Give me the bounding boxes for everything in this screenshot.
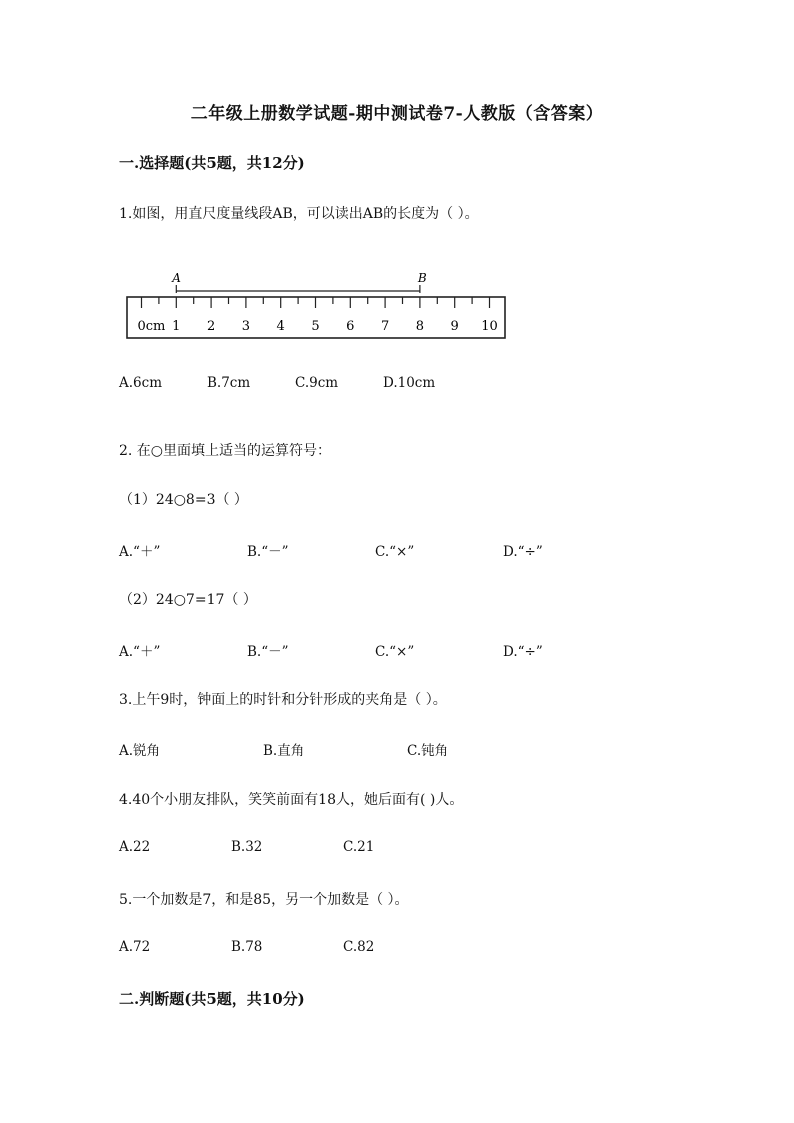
ruler-tick-label: 4 xyxy=(276,319,285,334)
option-a[interactable]: A.6cm xyxy=(119,375,162,391)
option-b[interactable]: B.“－” xyxy=(247,644,289,660)
section-heading-judge: 二.判断题(共5题，共10分) xyxy=(119,990,305,1008)
option-c[interactable]: C.钝角 xyxy=(407,743,449,759)
question-2-sub-1: （1）24○8=3（ ） xyxy=(119,492,248,508)
ruler-tick-label: 7 xyxy=(380,319,390,334)
option-d[interactable]: D.10cm xyxy=(383,375,436,391)
segment-ab xyxy=(176,285,420,293)
ruler-tick-label: 1 xyxy=(172,319,181,334)
option-a[interactable]: A.22 xyxy=(119,839,151,855)
question-4-options xyxy=(119,839,374,855)
option-a[interactable]: A.“＋” xyxy=(119,544,161,560)
question-3-options xyxy=(119,739,448,759)
ruler-tick-label: 10 xyxy=(481,319,498,334)
option-d[interactable]: D.“÷” xyxy=(503,644,543,660)
ruler-tick-label: 2 xyxy=(206,319,216,334)
ruler-tick-label: 3 xyxy=(241,319,251,334)
ruler-tick-label: 5 xyxy=(311,319,320,334)
option-c[interactable]: C.9cm xyxy=(295,375,339,391)
question-2-sub-1-options xyxy=(119,540,543,560)
ruler-tick-label: 9 xyxy=(450,319,459,334)
option-a[interactable]: A.“＋” xyxy=(119,644,161,660)
option-b[interactable]: B.7cm xyxy=(207,375,251,391)
point-a-label: A xyxy=(172,271,181,285)
question-2-sub-2-options xyxy=(119,640,543,660)
option-c[interactable]: C.21 xyxy=(343,839,375,855)
question-1-options xyxy=(119,375,435,391)
option-a[interactable]: A.锐角 xyxy=(119,743,161,759)
option-b[interactable]: B.“－” xyxy=(247,544,289,560)
ruler-tick-label: 6 xyxy=(346,319,355,334)
question-5-text: 5.一个加数是7，和是85，另一个加数是（ ）。 xyxy=(119,892,409,908)
option-b[interactable]: B.直角 xyxy=(263,743,305,759)
page-title: 二年级上册数学试题-期中测试卷7-人教版（含答案） xyxy=(190,104,604,124)
option-b[interactable]: B.32 xyxy=(231,839,263,855)
question-4-text: 4.40个小朋友排队，笑笑前面有18人，她后面有( )人。 xyxy=(119,792,464,808)
option-c[interactable]: C.“×” xyxy=(375,644,415,660)
point-b-label: B xyxy=(417,271,427,285)
ruler-figure xyxy=(124,266,508,342)
question-5-options xyxy=(119,939,374,955)
option-a[interactable]: A.72 xyxy=(119,939,151,955)
option-d[interactable]: D.“÷” xyxy=(503,544,543,560)
section-heading-choice: 一.选择题(共5题，共12分) xyxy=(119,154,305,172)
question-1-text: 1.如图，用直尺度量线段AB，可以读出AB的长度为（ ）。 xyxy=(119,206,479,222)
ruler-tick-label: 0cm xyxy=(137,319,166,334)
ruler-diagram xyxy=(124,266,508,342)
option-c[interactable]: C.82 xyxy=(343,939,375,955)
question-2-sub-2: （2）24○7=17（ ） xyxy=(119,592,257,608)
option-c[interactable]: C.“×” xyxy=(375,544,415,560)
ruler-tick-label: 8 xyxy=(415,319,425,334)
question-2-text: 2. 在○里面填上适当的运算符号： xyxy=(119,443,332,459)
question-3-text: 3.上午9时，钟面上的时针和分针形成的夹角是（ ）。 xyxy=(119,692,447,708)
option-b[interactable]: B.78 xyxy=(231,939,263,955)
